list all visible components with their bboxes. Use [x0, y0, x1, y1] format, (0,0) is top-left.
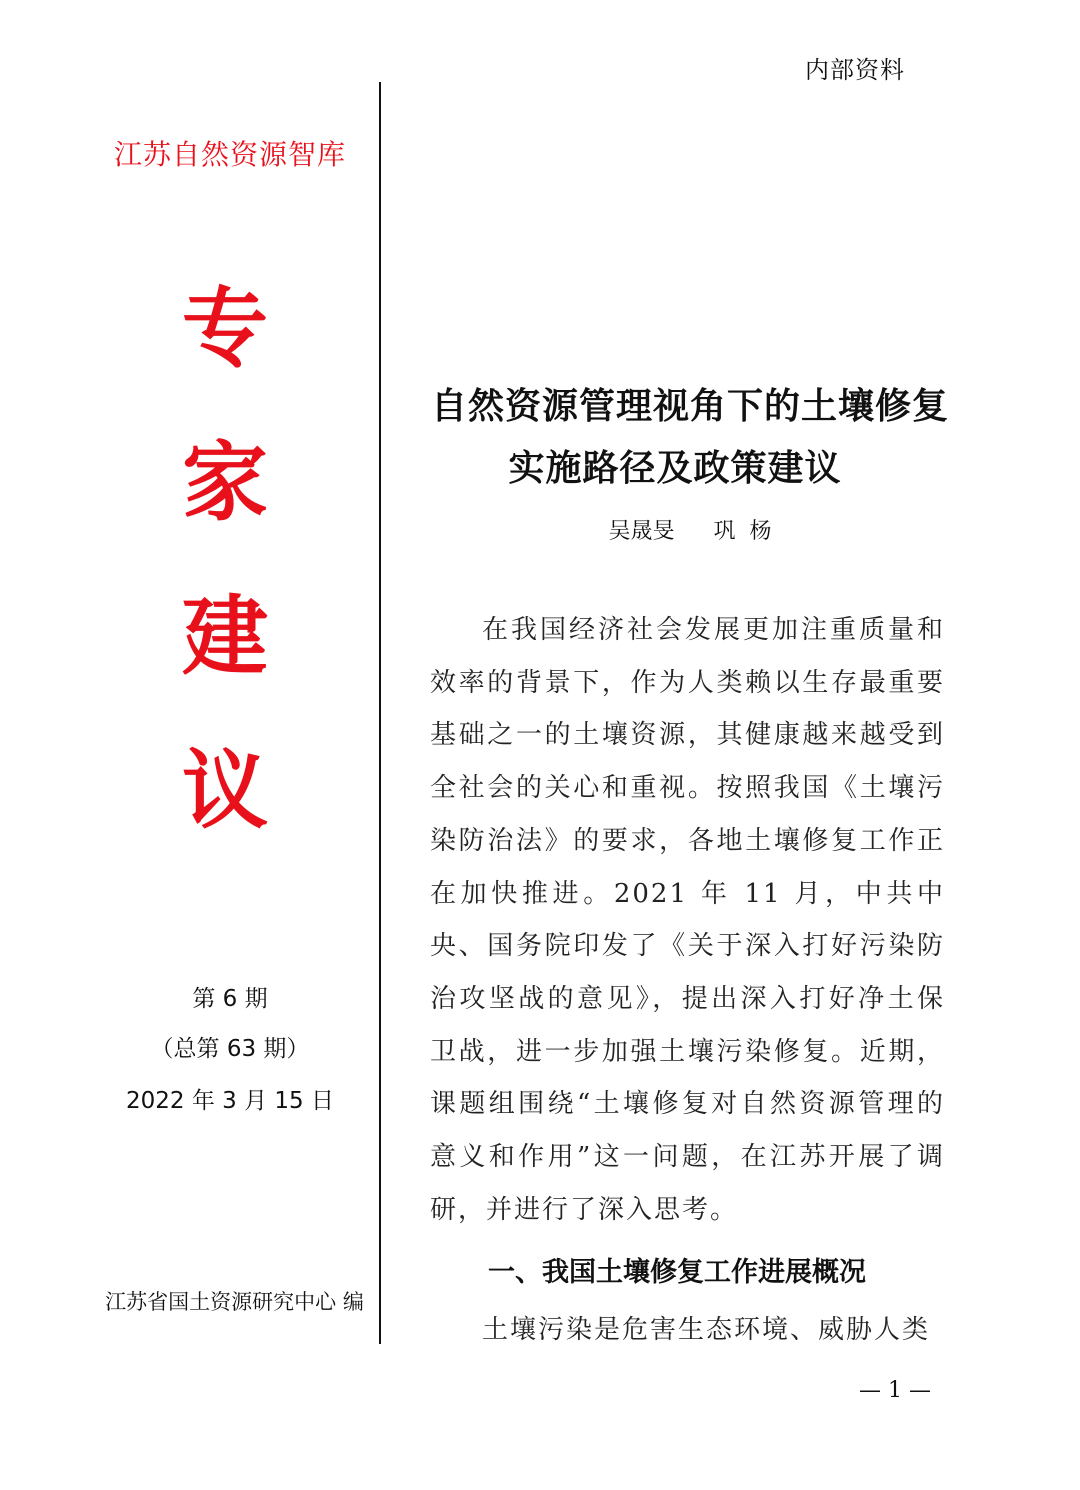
- author-2: 巩 杨: [713, 519, 772, 544]
- page-number: — 1 —: [859, 1378, 931, 1403]
- classification-label: 内部资料: [805, 56, 905, 84]
- big-title-char-2: 家: [182, 433, 268, 533]
- issue-number: 第 6 期: [192, 986, 268, 1012]
- article-title-line-2: 实施路径及政策建议: [508, 448, 842, 489]
- big-title-char-1: 专: [182, 279, 268, 379]
- big-title-char-3: 建: [182, 587, 268, 687]
- total-issue: （总第 63 期）: [150, 1036, 310, 1062]
- section-1-paragraph: 土壤污染是危害生态环境、威胁人类: [482, 1315, 931, 1345]
- article-title-line-1: 自然资源管理视角下的土壤修复: [430, 386, 949, 427]
- editor-credit: 江苏省国土资源研究中心 编: [105, 1290, 364, 1314]
- author-1: 吴晟旻: [608, 519, 675, 544]
- intro-paragraph: 在我国经济社会发展更加注重质量和效率的背景下，作为人类赖以生存最重要基础之一的土壤资源，其健康越来越受到全社会的关心和重视。按照我国《土壤污染防治法》的要求，各地土壤修复工作正在加快推进。2021 年 11 月，中共中央、国务院印发了《关于深入打好污染防治攻坚战的意见》，提出深入打好净土保卫战，进一步加强土壤污染修复。近期，课题组围绕“土壤修复对自然资源管理的意义和作用”这一问题，在江苏开展了调研，并进行了深入思考。: [430, 615, 945, 1225]
- issue-date: 2022 年 3 月 15 日: [126, 1088, 334, 1114]
- section-heading-1: 一、我国土壤修复工作进展概况: [488, 1257, 866, 1288]
- authors: [400, 514, 980, 545]
- vertical-divider: [379, 82, 381, 1344]
- big-title-char-4: 议: [182, 741, 268, 841]
- brand-name: 江苏自然资源智库: [113, 138, 346, 171]
